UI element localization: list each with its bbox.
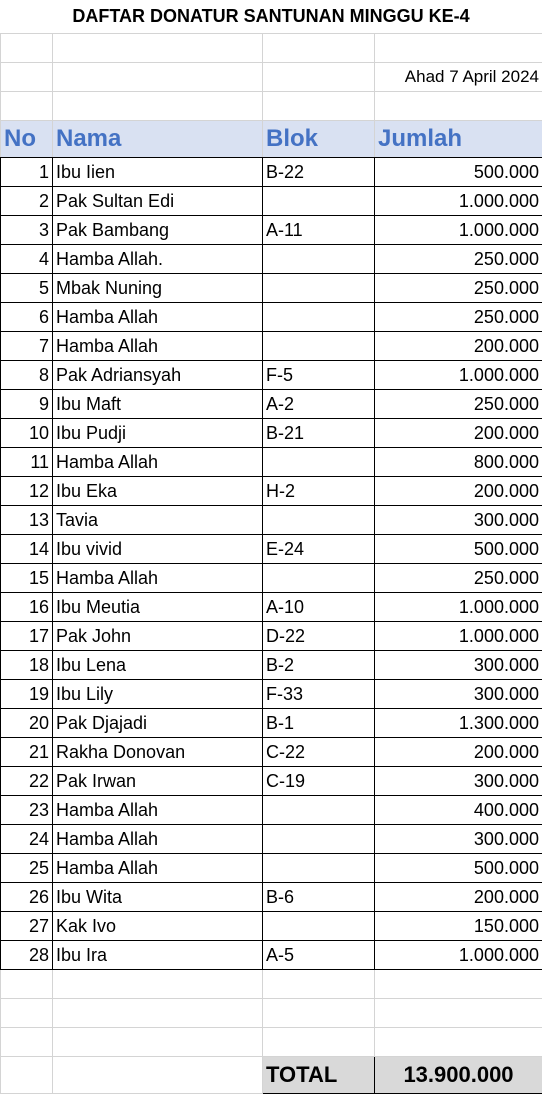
row-blok-cell[interactable]: B-21 [263, 419, 375, 448]
row-nama-cell[interactable]: Ibu Lena [53, 651, 263, 680]
row-no-cell[interactable]: 19 [1, 680, 53, 709]
sheet-title: DAFTAR DONATUR SANTUNAN MINGGU KE-4 [72, 6, 470, 26]
row-no-cell[interactable]: 28 [1, 941, 53, 970]
row-jumlah-cell[interactable]: 150.000 [375, 912, 542, 941]
table-row [1, 187, 542, 216]
row-nama-cell[interactable]: Hamba Allah [53, 825, 263, 854]
table-row [1, 274, 542, 303]
row-blok-cell[interactable] [263, 245, 375, 274]
row-jumlah-cell[interactable]: 300.000 [375, 825, 542, 854]
row-blok-cell[interactable] [263, 796, 375, 825]
row-nama-cell[interactable]: Ibu Iien [53, 158, 263, 187]
cell[interactable] [53, 34, 263, 63]
table-row [1, 419, 542, 448]
row-nama-cell[interactable]: Ibu Wita [53, 883, 263, 912]
row-blok-cell[interactable]: B-22 [263, 158, 375, 187]
row-no-cell[interactable]: 4 [1, 245, 53, 274]
row-nama-cell[interactable]: Rakha Donovan [53, 738, 263, 767]
row-nama-cell[interactable]: Hamba Allah [53, 332, 263, 361]
row-jumlah-cell[interactable]: 200.000 [375, 419, 542, 448]
row-jumlah-cell[interactable]: 200.000 [375, 332, 542, 361]
table-row [1, 738, 542, 767]
table-row [1, 564, 542, 593]
row-nama-cell[interactable]: Hamba Allah [53, 796, 263, 825]
row-blok-cell[interactable]: F-33 [263, 680, 375, 709]
table-row [1, 941, 542, 970]
row-jumlah-cell[interactable]: 1.000.000 [375, 622, 542, 651]
row-nama-cell[interactable]: Hamba Allah [53, 854, 263, 883]
row-jumlah-cell[interactable]: 1.000.000 [375, 941, 542, 970]
row-blok-cell[interactable] [263, 303, 375, 332]
cell[interactable] [263, 34, 375, 63]
cell[interactable] [1, 1028, 53, 1057]
row-nama-cell[interactable]: Hamba Allah [53, 303, 263, 332]
row-no-cell[interactable]: 2 [1, 187, 53, 216]
header-nama[interactable]: Nama [53, 121, 263, 158]
row-nama-cell[interactable]: Ibu Lily [53, 680, 263, 709]
row-nama-cell[interactable]: Ibu Pudji [53, 419, 263, 448]
table-row [1, 477, 542, 506]
row-no-cell[interactable]: 1 [1, 158, 53, 187]
row-no-cell[interactable]: 23 [1, 796, 53, 825]
row-blok-cell[interactable]: C-22 [263, 738, 375, 767]
row-blok-cell[interactable] [263, 825, 375, 854]
row-jumlah-cell[interactable]: 250.000 [375, 564, 542, 593]
row-no-cell[interactable]: 18 [1, 651, 53, 680]
row-nama-cell[interactable]: Ibu Eka [53, 477, 263, 506]
row-blok-cell[interactable]: E-24 [263, 535, 375, 564]
row-blok-cell[interactable]: A-5 [263, 941, 375, 970]
row-jumlah-cell[interactable]: 250.000 [375, 274, 542, 303]
row-nama-cell[interactable]: Hamba Allah [53, 448, 263, 477]
row-jumlah-cell[interactable]: 1.300.000 [375, 709, 542, 738]
row-blok-cell[interactable]: A-10 [263, 593, 375, 622]
row-blok-cell[interactable]: F-5 [263, 361, 375, 390]
table-row [1, 680, 542, 709]
cell[interactable] [1, 63, 53, 92]
total-value[interactable]: 13.900.000 [375, 1057, 542, 1094]
cell[interactable] [375, 970, 542, 999]
cell[interactable] [375, 34, 542, 63]
row-nama-cell[interactable]: Ibu Ira [53, 941, 263, 970]
row-blok-cell[interactable] [263, 506, 375, 535]
cell[interactable] [53, 63, 263, 92]
cell[interactable] [1, 970, 53, 999]
row-no-cell[interactable]: 9 [1, 390, 53, 419]
row-jumlah-cell[interactable]: 800.000 [375, 448, 542, 477]
cell[interactable] [1, 34, 53, 63]
row-blok-cell[interactable] [263, 564, 375, 593]
cell[interactable] [1, 1057, 53, 1094]
cell[interactable] [263, 970, 375, 999]
table-row [1, 303, 542, 332]
cell[interactable] [375, 999, 542, 1028]
table-row [1, 854, 542, 883]
row-blok-cell[interactable]: B-1 [263, 709, 375, 738]
row-blok-cell[interactable] [263, 274, 375, 303]
row-nama-cell[interactable]: Pak Djajadi [53, 709, 263, 738]
row-no-cell[interactable]: 27 [1, 912, 53, 941]
row-no-cell[interactable]: 5 [1, 274, 53, 303]
row-nama-cell[interactable]: Pak John [53, 622, 263, 651]
table-row [1, 245, 542, 274]
row-no-cell[interactable]: 14 [1, 535, 53, 564]
cell[interactable] [1, 92, 53, 121]
row-jumlah-cell[interactable]: 1.000.000 [375, 187, 542, 216]
row-jumlah-cell[interactable]: 300.000 [375, 506, 542, 535]
table-row [1, 883, 542, 912]
row-blok-cell[interactable] [263, 332, 375, 361]
donor-table [0, 33, 542, 1094]
cell[interactable] [263, 999, 375, 1028]
row-jumlah-cell[interactable]: 200.000 [375, 477, 542, 506]
cell[interactable] [375, 1028, 542, 1057]
row-nama-cell[interactable]: Pak Bambang [53, 216, 263, 245]
date-row [1, 63, 542, 92]
header-blok[interactable]: Blok [263, 121, 375, 158]
table-row [1, 651, 542, 680]
row-nama-cell[interactable]: Ibu Meutia [53, 593, 263, 622]
row-jumlah-cell[interactable]: 300.000 [375, 680, 542, 709]
total-label[interactable]: TOTAL [263, 1057, 375, 1094]
row-no-cell[interactable]: 25 [1, 854, 53, 883]
row-no-cell[interactable]: 6 [1, 303, 53, 332]
row-no-cell[interactable]: 20 [1, 709, 53, 738]
row-no-cell[interactable]: 16 [1, 593, 53, 622]
row-blok-cell[interactable]: A-2 [263, 390, 375, 419]
cell[interactable] [263, 63, 375, 92]
table-row [1, 593, 542, 622]
row-no-cell[interactable]: 17 [1, 622, 53, 651]
row-jumlah-cell[interactable]: 500.000 [375, 854, 542, 883]
table-row [1, 709, 542, 738]
row-nama-cell[interactable]: Pak Irwan [53, 767, 263, 796]
row-no-cell[interactable]: 7 [1, 332, 53, 361]
row-blok-cell[interactable]: B-2 [263, 651, 375, 680]
row-blok-cell[interactable]: H-2 [263, 477, 375, 506]
row-no-cell[interactable]: 22 [1, 767, 53, 796]
total-row [1, 1057, 542, 1094]
cell[interactable] [263, 1028, 375, 1057]
row-no-cell[interactable]: 8 [1, 361, 53, 390]
row-blok-cell[interactable]: A-11 [263, 216, 375, 245]
row-jumlah-cell[interactable]: 250.000 [375, 390, 542, 419]
row-nama-cell[interactable]: Kak Ivo [53, 912, 263, 941]
blank-row [1, 34, 542, 63]
cell[interactable] [263, 92, 375, 121]
header-no[interactable]: No [1, 121, 53, 158]
row-blok-cell[interactable]: B-6 [263, 883, 375, 912]
row-jumlah-cell[interactable]: 500.000 [375, 535, 542, 564]
row-no-cell[interactable]: 13 [1, 506, 53, 535]
row-jumlah-cell[interactable]: 1.000.000 [375, 361, 542, 390]
table-row [1, 622, 542, 651]
cell[interactable] [53, 970, 263, 999]
table-row [1, 158, 542, 187]
row-no-cell[interactable]: 21 [1, 738, 53, 767]
row-nama-cell[interactable]: Hamba Allah. [53, 245, 263, 274]
row-nama-cell[interactable]: Tavia [53, 506, 263, 535]
row-no-cell[interactable]: 24 [1, 825, 53, 854]
row-jumlah-cell[interactable]: 250.000 [375, 245, 542, 274]
row-no-cell[interactable]: 26 [1, 883, 53, 912]
row-no-cell[interactable]: 11 [1, 448, 53, 477]
row-no-cell[interactable]: 10 [1, 419, 53, 448]
row-no-cell[interactable]: 3 [1, 216, 53, 245]
row-nama-cell[interactable]: Pak Sultan Edi [53, 187, 263, 216]
row-jumlah-cell[interactable]: 200.000 [375, 738, 542, 767]
row-jumlah-cell[interactable]: 250.000 [375, 303, 542, 332]
cell[interactable] [375, 92, 542, 121]
header-jumlah[interactable]: Jumlah [375, 121, 542, 158]
row-blok-cell[interactable]: C-19 [263, 767, 375, 796]
row-blok-cell[interactable] [263, 912, 375, 941]
blank-row [1, 970, 542, 999]
row-nama-cell[interactable]: Mbak Nuning [53, 274, 263, 303]
table-row [1, 912, 542, 941]
table-row [1, 506, 542, 535]
row-nama-cell[interactable]: Pak Adriansyah [53, 361, 263, 390]
row-jumlah-cell[interactable]: 200.000 [375, 883, 542, 912]
cell[interactable] [53, 999, 263, 1028]
row-nama-cell[interactable]: Ibu vivid [53, 535, 263, 564]
table-row [1, 767, 542, 796]
row-blok-cell[interactable] [263, 854, 375, 883]
table-row [1, 796, 542, 825]
table-row [1, 216, 542, 245]
table-row [1, 361, 542, 390]
table-row [1, 448, 542, 477]
cell[interactable] [1, 999, 53, 1028]
row-no-cell[interactable]: 15 [1, 564, 53, 593]
row-no-cell[interactable]: 12 [1, 477, 53, 506]
row-jumlah-cell[interactable]: 300.000 [375, 767, 542, 796]
row-jumlah-cell[interactable]: 400.000 [375, 796, 542, 825]
row-blok-cell[interactable] [263, 448, 375, 477]
blank-row [1, 1028, 542, 1057]
date-cell[interactable]: Ahad 7 April 2024 [375, 63, 542, 92]
row-jumlah-cell[interactable]: 1.000.000 [375, 216, 542, 245]
row-jumlah-cell[interactable]: 1.000.000 [375, 593, 542, 622]
cell[interactable] [53, 92, 263, 121]
row-nama-cell[interactable]: Ibu Maft [53, 390, 263, 419]
table-row [1, 535, 542, 564]
row-blok-cell[interactable]: D-22 [263, 622, 375, 651]
blank-row [1, 92, 542, 121]
row-jumlah-cell[interactable]: 300.000 [375, 651, 542, 680]
cell[interactable] [53, 1028, 263, 1057]
blank-row [1, 999, 542, 1028]
row-nama-cell[interactable]: Hamba Allah [53, 564, 263, 593]
table-row [1, 390, 542, 419]
table-row [1, 825, 542, 854]
row-blok-cell[interactable] [263, 187, 375, 216]
header-row [1, 121, 542, 158]
cell[interactable] [53, 1057, 263, 1094]
table-row [1, 332, 542, 361]
row-jumlah-cell[interactable]: 500.000 [375, 158, 542, 187]
